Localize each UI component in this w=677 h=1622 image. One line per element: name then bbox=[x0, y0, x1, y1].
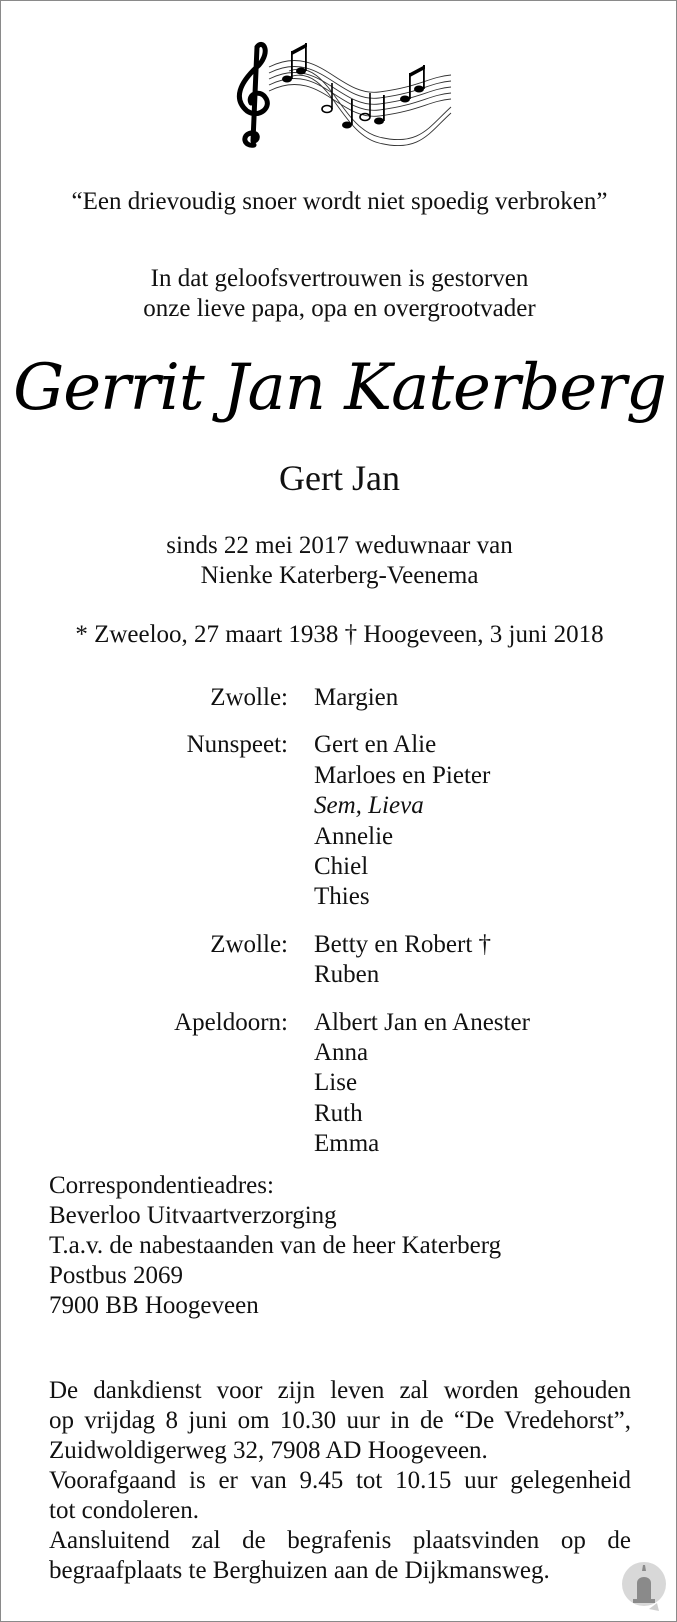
address-line: Postbus 2069 bbox=[49, 1262, 184, 1289]
family-member: Anna bbox=[314, 1038, 369, 1066]
family-names bbox=[314, 930, 677, 991]
family-member: Annelie bbox=[314, 822, 394, 850]
music-notes-staff-icon bbox=[229, 37, 453, 155]
service-line: Aansluitend zal de begrafenis plaatsvinden op de bbox=[49, 1527, 631, 1554]
family-group bbox=[1, 730, 677, 912]
family-names bbox=[314, 730, 677, 912]
service-line: Voorafgaand is er van 9.45 tot 10.15 uur gelegenheid bbox=[49, 1467, 631, 1494]
address-line: Beverloo Uitvaartverzorging bbox=[49, 1202, 337, 1229]
family-member: Betty en Robert † bbox=[314, 930, 492, 958]
family-member: Margien bbox=[314, 684, 399, 711]
family-member: Ruben bbox=[314, 961, 380, 989]
service-details bbox=[49, 1376, 631, 1586]
widower-line-1: sinds 22 mei 2017 weduwnaar van bbox=[166, 532, 513, 559]
quote: “Een drievoudig snoer wordt niet spoedig verbroken” bbox=[71, 188, 608, 215]
deceased-nickname: Gert Jan bbox=[279, 458, 400, 498]
address-line: 7900 BB Hoogeveen bbox=[49, 1292, 259, 1319]
memorial-logo-icon bbox=[619, 1559, 669, 1613]
family-member: Chiel bbox=[314, 852, 369, 880]
service-line: De dankdienst voor zijn leven zal worden gehouden bbox=[49, 1377, 631, 1404]
address-line: T.a.v. de nabestaanden van de heer Katerberg bbox=[49, 1232, 502, 1259]
family-names bbox=[314, 683, 677, 713]
family-member: Albert Jan en Anester bbox=[314, 1008, 530, 1036]
service-line: op vrijdag 8 juni om 10.30 uur in de “De Vredehorst”, bbox=[49, 1407, 631, 1434]
family-member: Sem, Lieva bbox=[314, 792, 424, 820]
family-place: Zwolle: bbox=[210, 930, 288, 958]
widower-text bbox=[1, 531, 677, 591]
intro-line-1: In dat geloofsvertrouwen is gestorven bbox=[150, 265, 529, 292]
family-place: Apeldoorn: bbox=[174, 1008, 288, 1036]
correspondence-address bbox=[49, 1171, 501, 1321]
family-member: Thies bbox=[314, 883, 370, 911]
birth-death-dates: * Zweeloo, 27 maart 1938 † Hoogeveen, 3 juni 2018 bbox=[75, 621, 604, 648]
family-group bbox=[1, 930, 677, 991]
deceased-full-name: Gerrit Jan Katerberg bbox=[13, 351, 666, 425]
family-place: Zwolle: bbox=[210, 684, 288, 711]
family-member: Marloes en Pieter bbox=[314, 761, 491, 789]
family-place: Nunspeet: bbox=[186, 731, 288, 759]
family-member: Ruth bbox=[314, 1099, 363, 1127]
family-member: Emma bbox=[314, 1130, 380, 1158]
family-list bbox=[1, 683, 677, 1176]
family-names bbox=[314, 1008, 677, 1160]
family-member: Lise bbox=[314, 1069, 358, 1097]
service-line: Zuidwoldigerweg 32, 7908 AD Hoogeveen. bbox=[49, 1437, 488, 1464]
family-group bbox=[1, 1008, 677, 1160]
intro-text bbox=[1, 264, 677, 324]
intro-line-2: onze lieve papa, opa en overgrootvader bbox=[143, 295, 536, 322]
service-line: tot condoleren. bbox=[49, 1497, 199, 1524]
service-line: begraafplaats te Berghuizen aan de Dijkmansweg. bbox=[49, 1557, 550, 1584]
address-label: Correspondentieadres: bbox=[49, 1172, 274, 1199]
widower-line-2: Nienke Katerberg-Veenema bbox=[200, 562, 479, 589]
family-group bbox=[1, 683, 677, 713]
family-member: Gert en Alie bbox=[314, 731, 437, 759]
